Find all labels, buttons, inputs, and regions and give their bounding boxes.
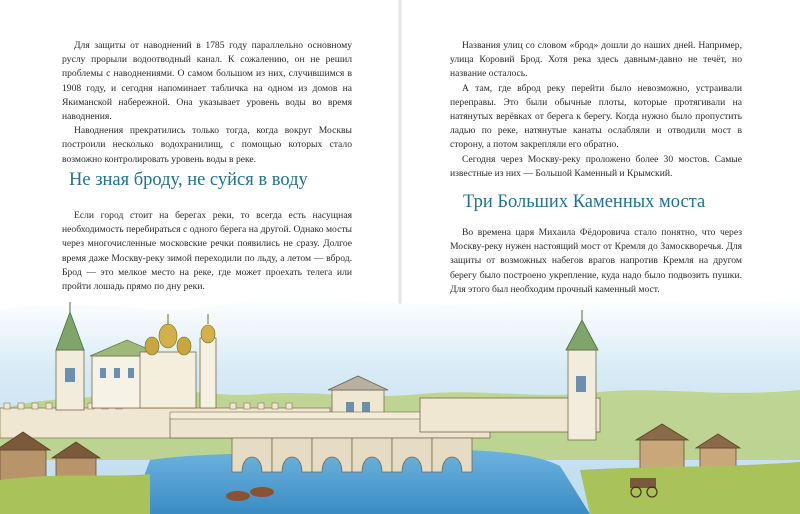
right-bank xyxy=(580,462,800,514)
paragraph: А там, где вброд реку перейти было невозможно, устраивали переправы. Это были обычные плоты, которые протягивали на натянутых верёвках от берега к берегу. Когда нужно было пропустить ладью по реке, натянутые канаты ослабляли и отводили мост в сторону, а потом закрепляли его обратно. xyxy=(450,82,742,151)
left-intro-text xyxy=(62,39,352,167)
left-section-text xyxy=(62,209,352,294)
paragraph: Если город стоит на берегах реки, то всегда есть насущная необходимость перебираться с одного берега на другой. Однако мосты через многочисленные московские речки появились не сразу. Долгое время даже Москву-реку зимой переходили по льду, а летом — вброд. Брод — это мелкое место на реке, где может проехать телега или пройти лошадь прямо по дну реки. xyxy=(62,210,352,293)
kremlin-bridge-illustration xyxy=(0,290,800,514)
right-intro-text xyxy=(450,39,742,181)
left-bank xyxy=(0,474,150,514)
bridge-arches xyxy=(232,438,472,472)
bell-tower xyxy=(200,314,216,408)
right-section-text xyxy=(450,226,742,297)
section-heading-bridges: Три Больших Каменных моста xyxy=(463,192,706,212)
paragraph: Названия улиц со словом «брод» дошли до наших дней. Например, улица Коровий Брод. Хотя река здесь давным-давно не течёт, но название осталось. xyxy=(450,40,742,80)
paragraph: Сегодня через Москву-реку проложено более 30 мостов. Самые известные из них — Большой Каменный и Крымский. xyxy=(450,153,742,179)
paragraph: Во времена царя Михаила Фёдоровича стало понятно, что через Москву-реку нужен настоящий мост от Кремля до Замоскворечья. Для защиты от возможных набегов врагов напротив Кремля на другом берегу было построено укрепление, куда надо было подвозить пушки. Для этого был необходим прочный каменный мост. xyxy=(450,227,742,295)
paragraph: Наводнения прекратились только тогда, когда вокруг Москвы построили несколько водохранилищ, с помощью которых стало возможно контролировать уровень воды в реке. xyxy=(62,125,352,165)
paragraph: Для защиты от наводнений в 1785 году параллельно основному руслу прорыли водоотводный канал. К сожалению, он не решил проблемы с наводнениями. О самом большом из них, случившимся в 1908 году, и сегодня напоминает табличка на одном из домов на Якиманской набережной. Она указывает уровень воды во время наводнения. xyxy=(62,40,352,123)
section-heading-ford: Не зная броду, не суйся в воду xyxy=(69,170,308,190)
